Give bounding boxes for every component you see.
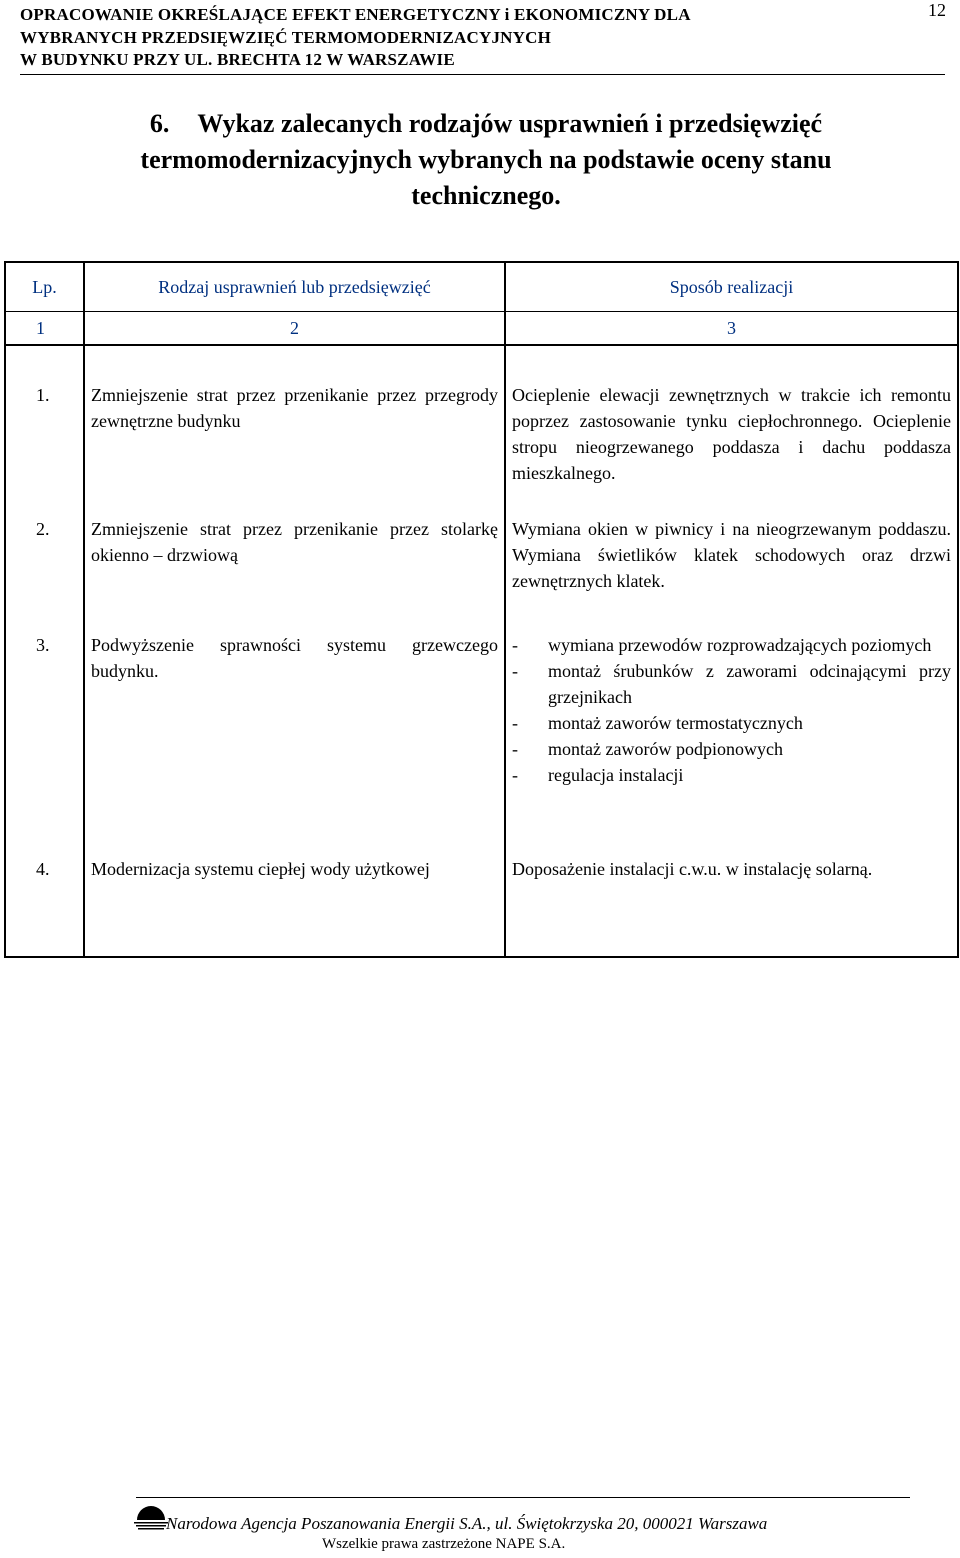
header-lp: Lp.: [5, 262, 84, 312]
section-number: 6.: [149, 109, 170, 138]
row-sposob: Doposażenie instalacji c.w.u. w instalację solarną.: [505, 850, 958, 957]
list-item: - montaż śrubunków z zaworami odcinającymi przy grzejnikach: [512, 661, 951, 707]
row-rodzaj: Zmniejszenie strat przez przenikanie przez przegrody zewnętrzne budynku: [84, 345, 505, 514]
row-rodzaj: Zmniejszenie strat przez przenikanie przez stolarkę okienno – drzwiową: [84, 514, 505, 626]
column-number-3: 3: [505, 312, 958, 346]
header-line-3: W BUDYNKU PRZY UL. BRECHTA 12 W WARSZAWIE: [20, 50, 455, 69]
section-title-line-1: Wykaz zalecanych rodzajów usprawnień i przedsięwzięć: [197, 109, 823, 138]
list-item: - montaż zaworów podpionowych: [512, 739, 783, 759]
column-number-2: 2: [84, 312, 505, 346]
header-rodzaj: Rodzaj usprawnień lub przedsięwzięć: [84, 262, 505, 312]
table-header-row: [5, 262, 958, 312]
list-item: - regulacja instalacji: [512, 765, 684, 785]
measures-table: [4, 261, 959, 958]
section-title-line-3: technicznego.: [411, 181, 561, 210]
table-row: [5, 345, 958, 514]
section-title-line-2: termomodernizacyjnych wybranych na podstawie oceny stanu: [140, 145, 832, 174]
row-rodzaj: Modernizacja systemu ciepłej wody użytkowej: [84, 850, 505, 957]
column-number-row: [5, 312, 958, 346]
list-item: - wymiana przewodów rozprowadzających poziomych: [512, 635, 932, 655]
row-lp: 3.: [5, 626, 84, 850]
nape-logo-icon: [134, 1502, 168, 1532]
section-heading: [96, 106, 876, 214]
row-sposob: [505, 626, 958, 850]
page-header: [20, 4, 945, 72]
list-item: - montaż zaworów termostatycznych: [512, 713, 803, 733]
row-lp: 2.: [5, 514, 84, 626]
column-number-1: 1: [5, 312, 84, 346]
table-row: [5, 626, 958, 850]
row-sposob: Ocieplenie elewacji zewnętrznych w trakcie ich remontu poprzez zastosowanie tynku ciepłochronnego. Ocieplenie stropu nieogrzewanego poddasza i dachu poddasza mieszkalnego.: [505, 345, 958, 514]
header-line-1: OPRACOWANIE OKREŚLAJĄCE EFEKT ENERGETYCZNY i EKONOMICZNY DLA: [20, 5, 691, 24]
header-sposob: Sposób realizacji: [505, 262, 958, 312]
page-number: 12: [928, 0, 946, 20]
heating-measures-list: [512, 632, 951, 788]
row-lp: 1.: [5, 345, 84, 514]
row-rodzaj: Podwyższenie sprawności systemu grzewczego budynku.: [84, 626, 505, 850]
footer-address: Narodowa Agencja Poszanowania Energii S.A., ul. Świętokrzyska 20, 000021 Warszawa: [166, 1514, 768, 1533]
footer-divider: [136, 1497, 910, 1498]
row-sposob: Wymiana okien w piwnicy i na nieogrzewanym poddaszu. Wymiana świetlików klatek schodowych oraz drzwi zewnętrznych klatek.: [505, 514, 958, 626]
footer-copyright: Wszelkie prawa zastrzeżone NAPE S.A.: [322, 1536, 566, 1552]
header-divider: [20, 74, 945, 75]
header-line-2: WYBRANYCH PRZEDSIĘWZIĘĆ TERMOMODERNIZACYJNYCH: [20, 27, 552, 47]
table-row: [5, 514, 958, 626]
table-row: [5, 850, 958, 957]
row-lp: 4.: [5, 850, 84, 957]
